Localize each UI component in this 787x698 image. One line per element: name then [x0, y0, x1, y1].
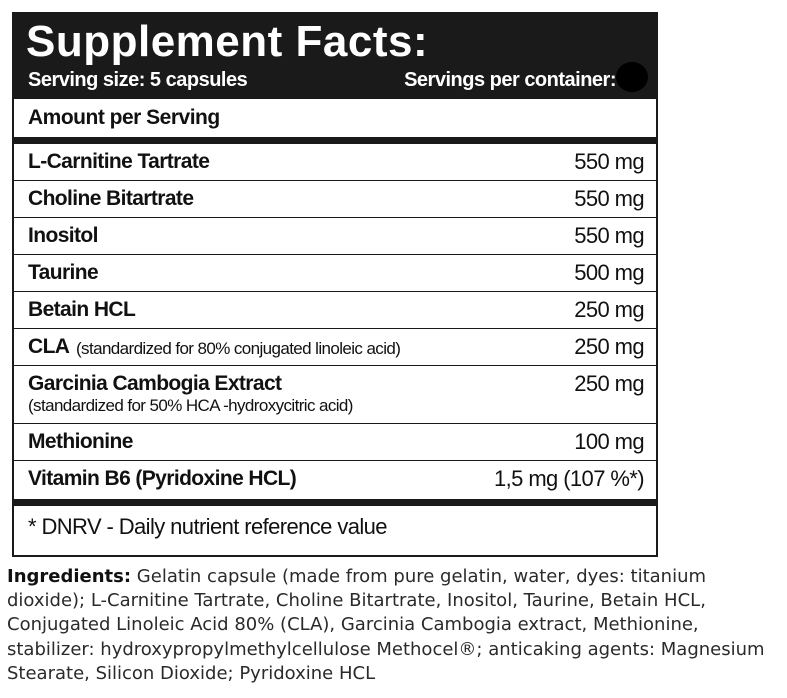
table-row	[14, 181, 656, 218]
facts-header	[14, 14, 656, 99]
nutrient-amount: 250 mg	[574, 371, 644, 396]
nutrient-amount: 1,5 mg (107 %*)	[494, 466, 644, 491]
nutrient-name: CLA	[28, 335, 70, 358]
table-row	[14, 144, 656, 181]
nutrient-name: Choline Bitartrate	[28, 187, 194, 210]
ingredients-label: Ingredients:	[7, 566, 132, 587]
nutrient-name: Methionine	[28, 430, 133, 453]
nutrient-amount: 100 mg	[574, 429, 644, 454]
facts-title: Supplement Facts:	[26, 17, 429, 66]
nutrient-name: Garcinia Cambogia Extract	[28, 372, 282, 395]
nutrient-note: (standardized for 80% conjugated linoleic acid)	[76, 339, 401, 358]
nutrient-amount: 250 mg	[574, 334, 644, 359]
redaction-mark	[616, 62, 648, 92]
table-row	[14, 218, 656, 255]
amount-per-serving-label: Amount per Serving	[28, 106, 220, 129]
nutrient-subnote: (standardized for 50% HCA -hydroxycitric acid)	[28, 396, 353, 415]
ingredients-paragraph	[7, 565, 782, 686]
table-row	[14, 255, 656, 292]
nutrient-amount: 550 mg	[574, 186, 644, 211]
table-row	[14, 292, 656, 329]
nutrient-name: Taurine	[28, 261, 99, 284]
servings-per-container: Servings per container:	[404, 69, 616, 91]
thick-divider-bottom	[14, 499, 656, 506]
dnrv-footnote: * DNRV - Daily nutrient reference value	[28, 514, 387, 539]
serving-size: Serving size: 5 capsules	[28, 69, 248, 91]
nutrient-amount: 550 mg	[574, 223, 644, 248]
nutrient-name: Inositol	[28, 224, 98, 247]
thick-divider	[14, 137, 656, 144]
table-row	[14, 424, 656, 461]
table-row	[14, 461, 656, 499]
nutrient-amount: 500 mg	[574, 260, 644, 285]
supplement-facts-panel	[12, 12, 658, 557]
ingredients-text: Gelatin capsule (made from pure gelatin, water, dyes: titanium dioxide); L-Carnitine Tartrate, Choline Bitartrate, Inositol, Taurine, Betain HCL, Conjugated Linoleic Acid 80% (CLA), Garcinia Cambogia extract, Methionine, stabilizer: hydroxypropylmethylcellulose Methocel®; anticaking agents: Magnesium Stearate, Silicon Dioxide; Pyridoxine HCL	[7, 566, 765, 684]
table-row	[14, 329, 656, 366]
nutrient-amount: 250 mg	[574, 297, 644, 322]
nutrient-name: Betain HCL	[28, 298, 136, 321]
nutrient-name: L-Carnitine Tartrate	[28, 150, 210, 173]
nutrient-amount: 550 mg	[574, 149, 644, 174]
nutrient-name: Vitamin B6 (Pyridoxine HCL)	[28, 467, 297, 490]
nutrient-table	[14, 144, 656, 499]
table-row	[14, 366, 656, 424]
